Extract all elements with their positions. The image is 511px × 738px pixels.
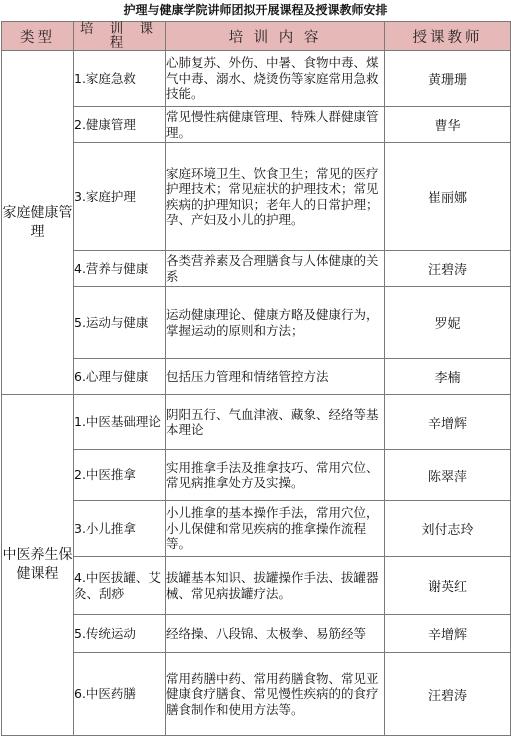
- category-cell-family-health: 家庭健康管理: [2, 51, 74, 395]
- course-cell: 1.中医基础理论: [74, 395, 166, 450]
- course-schedule-table: [1, 21, 511, 736]
- course-cell: 3.小儿推拿: [74, 501, 166, 557]
- course-cell: 4.营养与健康: [74, 251, 166, 287]
- teacher-cell: 罗妮: [385, 287, 511, 359]
- content-cell: 常用药膳中药、常用药膳食物、常见亚健康食疗膳食、常见慢性疾病的的食疗膳食制作和使用方法等。: [166, 653, 385, 736]
- teacher-cell: 陈翠萍: [385, 450, 511, 501]
- teacher-cell: 李楠: [385, 359, 511, 395]
- table-row: [2, 359, 511, 395]
- course-cell: 6.心理与健康: [74, 359, 166, 395]
- table-row: [2, 395, 511, 450]
- teacher-cell: 谢英红: [385, 557, 511, 615]
- table-row: [2, 107, 511, 143]
- content-cell: 经络操、八段锦、太极拳、易筋经等: [166, 615, 385, 653]
- content-cell: 各类营养素及合理膳食与人体健康的关系: [166, 251, 385, 287]
- content-cell: 包括压力管理和情绪管控方法: [166, 359, 385, 395]
- course-cell: 2.健康管理: [74, 107, 166, 143]
- header-category: 类型: [2, 22, 74, 51]
- content-cell: 小儿推拿的基本操作手法，常用穴位，小儿保健和常见疾病的推拿操作流程等。: [166, 501, 385, 557]
- content-cell: 家庭环境卫生、饮食卫生；常见的医疗护理技术；常见症状的护理技术；常见疾病的护理知识；老年人的日常护理；孕、产妇及小儿的护理。: [166, 143, 385, 251]
- header-course: 培 训 课 程: [74, 22, 166, 51]
- content-cell: 心肺复苏、外伤、中暑、食物中毒、煤气中毒、溺水、烧烫伤等家庭常用急救技能。: [166, 51, 385, 107]
- course-cell: 5.运动与健康: [74, 287, 166, 359]
- course-cell: 2.中医推拿: [74, 450, 166, 501]
- table-header-row: [2, 22, 511, 51]
- teacher-cell: 汪碧涛: [385, 251, 511, 287]
- document-title: 护理与健康学院讲师团拟开展课程及授课教师安排: [123, 3, 388, 17]
- course-cell: 5.传统运动: [74, 615, 166, 653]
- table-row: [2, 287, 511, 359]
- course-cell: 3.家庭护理: [74, 143, 166, 251]
- table-row: [2, 557, 511, 615]
- teacher-cell: 辛增辉: [385, 395, 511, 450]
- category-cell-tcm-health: 中医养生保健课程: [2, 395, 74, 736]
- content-cell: 常见慢性病健康管理、特殊人群健康管理。: [166, 107, 385, 143]
- table-row: [2, 143, 511, 251]
- content-cell: 实用推拿手法及推拿技巧、常用穴位、常见病推拿处方及实操。: [166, 450, 385, 501]
- teacher-cell: 崔丽娜: [385, 143, 511, 251]
- teacher-cell: 刘付志玲: [385, 501, 511, 557]
- teacher-cell: 黄珊珊: [385, 51, 511, 107]
- course-cell: 6.中医药膳: [74, 653, 166, 736]
- table-row: [2, 501, 511, 557]
- content-cell: 拔罐基本知识、拔罐操作手法、拔罐器械、常见病拔罐疗法。: [166, 557, 385, 615]
- table-row: [2, 653, 511, 736]
- content-cell: 运动健康理论、健康方略及健康行为，掌握运动的原则和方法；: [166, 287, 385, 359]
- header-teacher: 授课教师: [385, 22, 511, 51]
- teacher-cell: 汪碧涛: [385, 653, 511, 736]
- teacher-cell: 曹华: [385, 107, 511, 143]
- course-cell: 1.家庭急救: [74, 51, 166, 107]
- table-row: [2, 450, 511, 501]
- content-cell: 阴阳五行、气血津液、藏象、经络等基本理论: [166, 395, 385, 450]
- table-row: [2, 251, 511, 287]
- teacher-cell: 辛增辉: [385, 615, 511, 653]
- header-content: 培 训 内 容: [166, 22, 385, 51]
- table-row: [2, 51, 511, 107]
- course-cell: 4.中医拔罐、艾灸、刮痧: [74, 557, 166, 615]
- table-row: [2, 615, 511, 653]
